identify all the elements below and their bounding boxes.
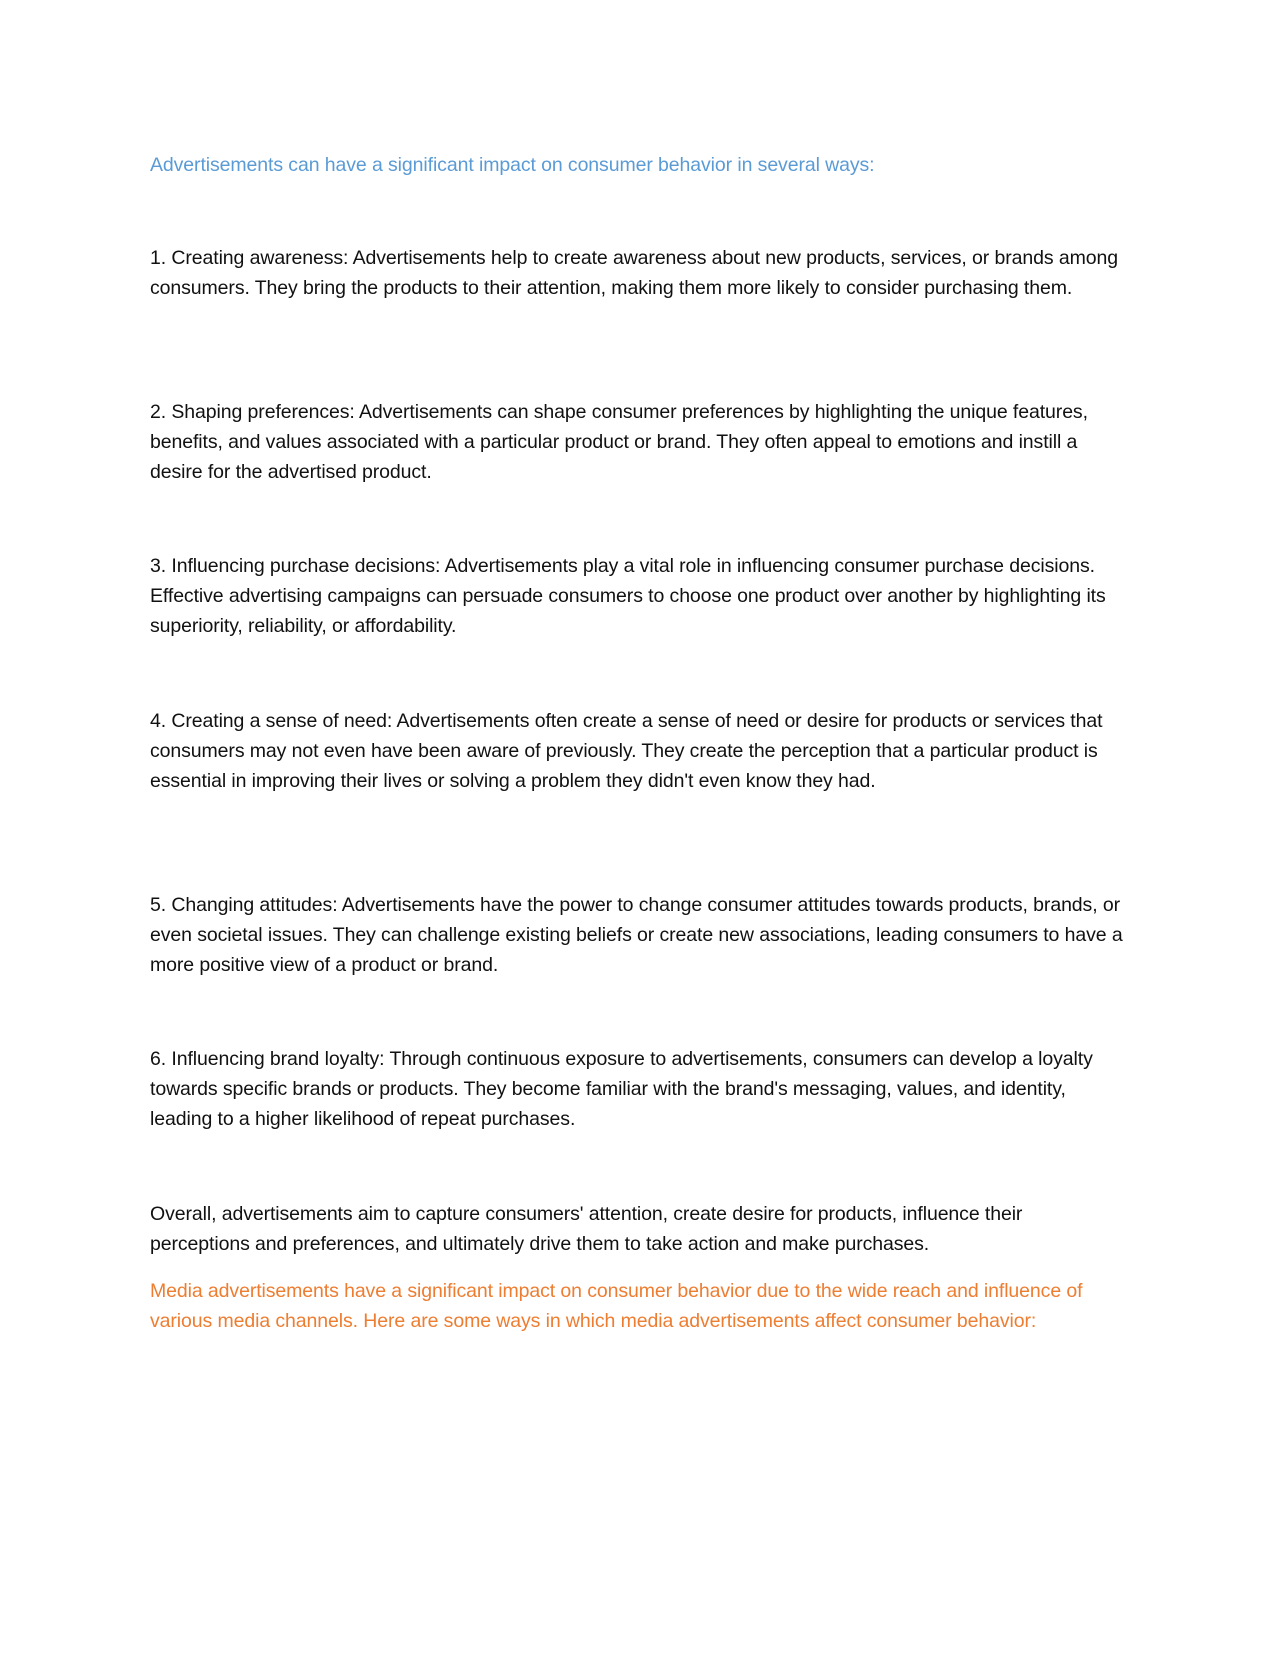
point-creating-awareness: 1. Creating awareness: Advertisements help to create awareness about new products, services, or brands among consumers. They bring the products to their attention, making them more likely to consider purchasing them.	[150, 247, 1118, 300]
point-influencing-purchase-decisions: 3. Influencing purchase decisions: Advertisements play a vital role in influencing consumer purchase decisions. Effective advertising campaigns can persuade consumers to choose one product over another by highlighting its superiority, reliability, or affordability.	[150, 555, 1106, 638]
point-shaping-preferences: 2. Shaping preferences: Advertisements can shape consumer preferences by highlighting the unique features, benefits, and values associated with a particular product or brand. They often appeal to emotions and instill a desire for the advertised product.	[150, 401, 1088, 484]
point-influencing-brand-loyalty: 6. Influencing brand loyalty: Through continuous exposure to advertisements, consumers can develop a loyalty towards specific brands or products. They become familiar with the brand's messaging, values, and identity, leading to a higher likelihood of repeat purchases.	[150, 1048, 1093, 1131]
media-heading: Media advertisements have a significant impact on consumer behavior due to the wide reach and influence of various media channels. Here are some ways in which media advertisements affect consumer behavior:	[150, 1280, 1083, 1333]
conclusion-paragraph: Overall, advertisements aim to capture consumers' attention, create desire for products, influence their perceptions and preferences, and ultimately drive them to take action and make purchases.	[150, 1203, 1023, 1256]
intro-heading: Advertisements can have a significant impact on consumer behavior in several ways:	[150, 154, 875, 176]
point-creating-sense-of-need: 4. Creating a sense of need: Advertisements often create a sense of need or desire for products or services that consumers may not even have been aware of previously. They create the perception that a particular product is essential in improving their lives or solving a problem they didn't even know they had.	[150, 710, 1103, 793]
point-changing-attitudes: 5. Changing attitudes: Advertisements have the power to change consumer attitudes towards products, brands, or even societal issues. They can challenge existing beliefs or create new associations, leading consumers to have a more positive view of a product or brand.	[150, 894, 1123, 977]
